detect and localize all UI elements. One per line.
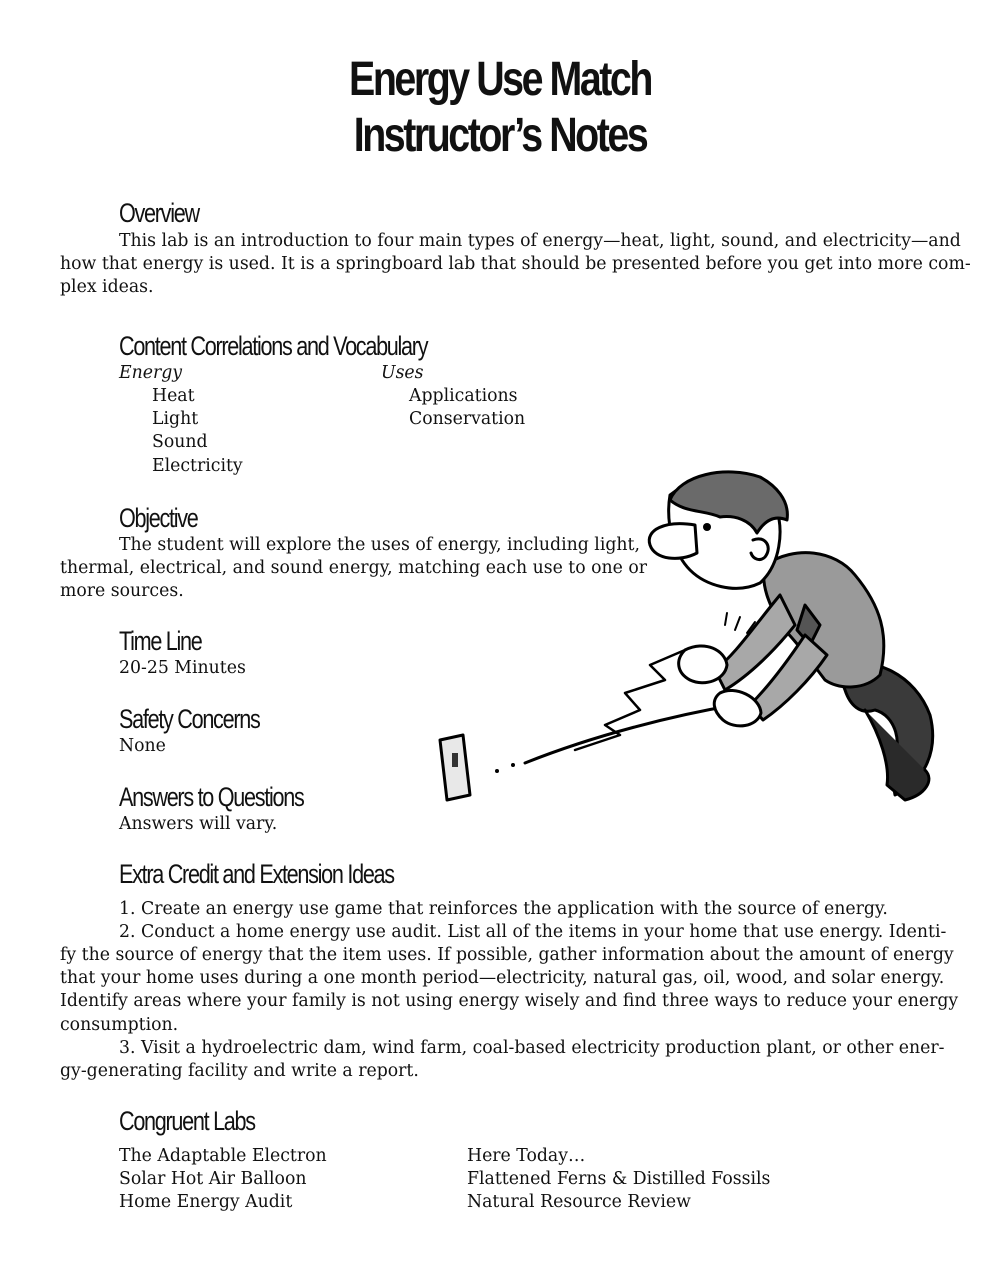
- timeline-heading: Time Line: [119, 626, 202, 656]
- overview-line3: plex ideas.: [60, 277, 154, 297]
- extra-line: 2. Conduct a home energy use audit. List all of the items in your home that use energy. Identi-: [119, 922, 947, 942]
- objective-heading: Objective: [119, 503, 198, 533]
- extra-line: fy the source of energy that the item uses. If possible, gather information about the amount of energy: [60, 945, 954, 965]
- uses-label: Uses: [381, 363, 424, 383]
- content-heading: Content Correlations and Vocabulary: [119, 331, 428, 361]
- safety-heading: Safety Concerns: [119, 704, 260, 734]
- energy-label: Energy: [119, 363, 183, 383]
- congruent-lab: The Adaptable Electron: [119, 1146, 327, 1166]
- congruent-lab: Here Today…: [467, 1146, 586, 1166]
- congruent-lab: Solar Hot Air Balloon: [119, 1169, 307, 1189]
- overview-line2: how that energy is used. It is a springboard lab that should be presented before you get into more com-: [60, 254, 971, 274]
- energy-item: Electricity: [152, 456, 243, 476]
- energy-item: Heat: [152, 386, 195, 406]
- cartoon-man-plugging-cord-illustration: [435, 465, 955, 815]
- extra-line: that your home uses during a one month period—electricity, natural gas, oil, wood, and solar energy.: [60, 968, 945, 988]
- congruent-lab: Natural Resource Review: [467, 1192, 691, 1212]
- energy-item: Light: [152, 409, 199, 429]
- extra-line: Identify areas where your family is not using energy wisely and find three ways to reduce your energy: [60, 991, 959, 1011]
- page-title-line1: Energy Use Match: [349, 53, 651, 106]
- objective-line3: more sources.: [60, 581, 184, 601]
- uses-item: Conservation: [409, 409, 526, 429]
- objective-line2: thermal, electrical, and sound energy, matching each use to one or: [60, 558, 648, 578]
- overview-line1: This lab is an introduction to four main types of energy—heat, light, sound, and electricity—and: [119, 231, 961, 251]
- safety-text: None: [119, 736, 166, 756]
- congruent-lab: Flattened Ferns & Distilled Fossils: [467, 1169, 771, 1189]
- uses-item: Applications: [409, 386, 518, 406]
- overview-heading: Overview: [119, 198, 199, 228]
- answers-heading: Answers to Questions: [119, 782, 304, 812]
- extra-line: consumption.: [60, 1015, 179, 1035]
- extra-line: 3. Visit a hydroelectric dam, wind farm, coal-based electricity production plant, or other ener-: [119, 1038, 945, 1058]
- energy-item: Sound: [152, 432, 208, 452]
- answers-text: Answers will vary.: [119, 814, 278, 834]
- extra-heading: Extra Credit and Extension Ideas: [119, 859, 394, 889]
- congruent-lab: Home Energy Audit: [119, 1192, 293, 1212]
- objective-line1: The student will explore the uses of energy, including light,: [119, 535, 640, 555]
- extra-line: 1. Create an energy use game that reinforces the application with the source of energy.: [119, 899, 888, 919]
- timeline-text: 20-25 Minutes: [119, 658, 246, 678]
- extra-line: gy-generating facility and write a report.: [60, 1061, 419, 1081]
- congruent-heading: Congruent Labs: [119, 1106, 255, 1136]
- page-title-line2: Instructor’s Notes: [353, 109, 647, 162]
